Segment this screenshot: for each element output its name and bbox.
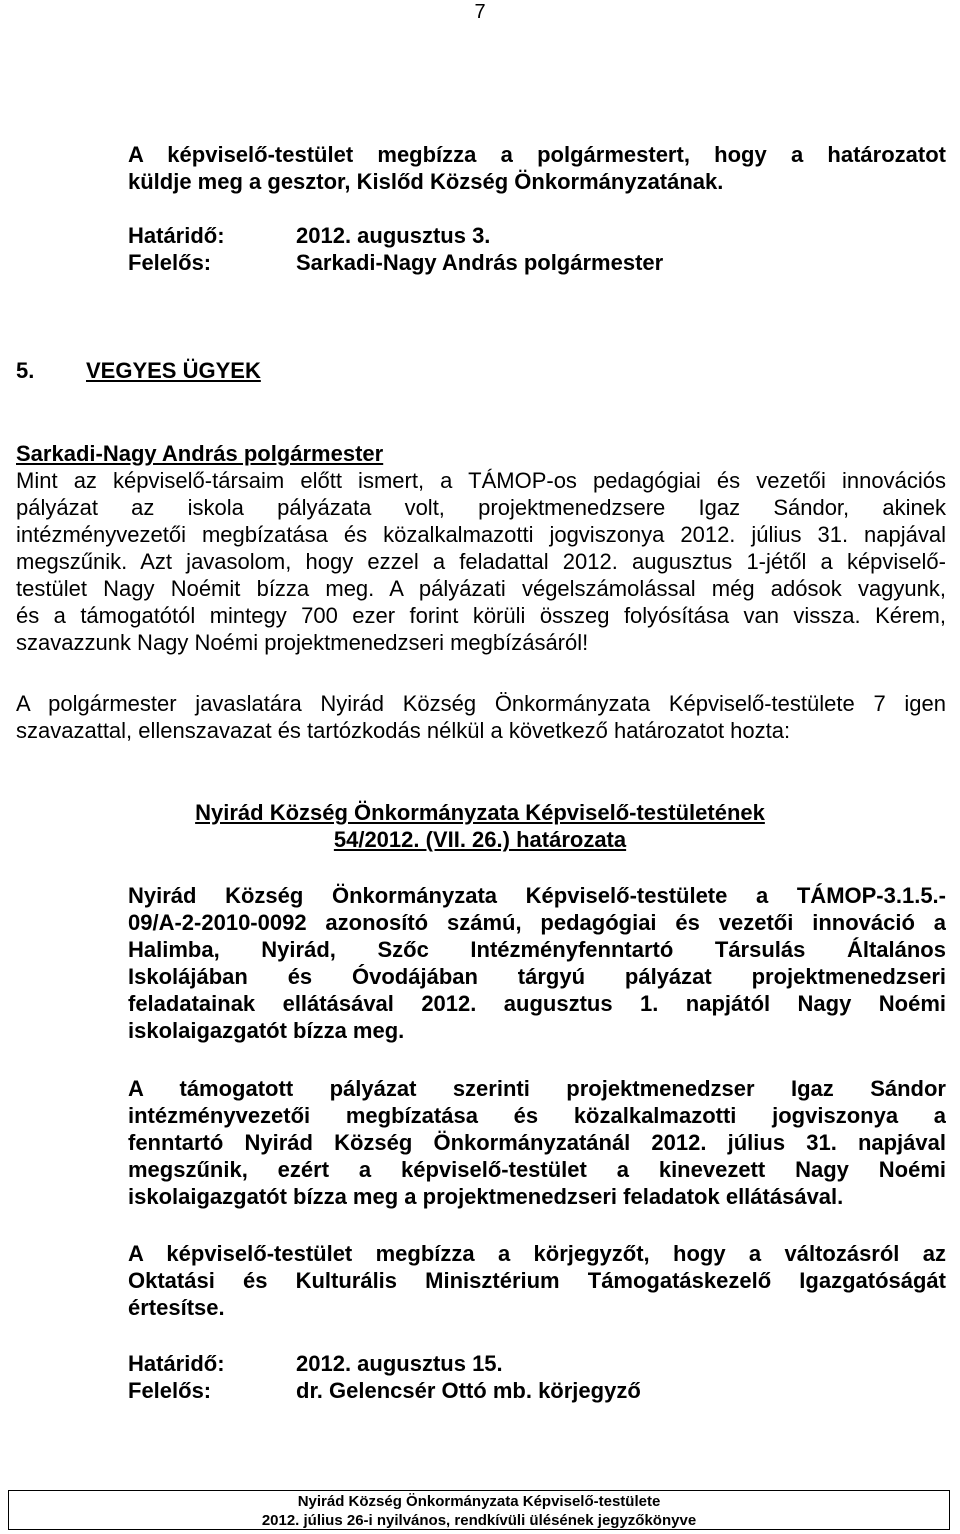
page-number: 7 [474, 1, 486, 23]
deadline-label: Határidő: [128, 1351, 225, 1376]
resolution-paragraph-3 [128, 1240, 946, 1321]
paragraph-line: Iskolájában és Óvodájában tárgyú pályázat projektmenedzseri [128, 964, 946, 989]
paragraph-line: Oktatási és Kulturális Minisztérium Támogatáskezelő Igazgatóságát [128, 1268, 946, 1293]
responsible-value: dr. Gelencsér Ottó mb. körjegyző [296, 1378, 641, 1403]
paragraph-line: A támogatott pályázat szerinti projektmenedzser Igaz Sándor [128, 1076, 946, 1101]
paragraph-line: fenntartó Nyirád Község Önkormányzatánál 2012. július 31. napjával [128, 1130, 946, 1155]
paragraph-line: A polgármester javaslatára Nyirád Község Önkormányzata Képviselő-testülete 7 igen [16, 691, 946, 716]
deadline-value: 2012. augusztus 3. [296, 223, 491, 248]
resolution-paragraph-2 [128, 1075, 946, 1210]
resolution-paragraph-1 [128, 882, 946, 1044]
paragraph-line: intézményvezetői megbízatása és közalkalmazotti jogviszonya a [128, 1103, 946, 1128]
paragraph-line: megszűnik. Azt javasolom, hogy ezzel a feladattal 2012. augusztus 1-jétől a képviselő- [16, 549, 946, 574]
paragraph-line: iskolaigazgatót bízza meg a projektmenedzseri feladatok ellátásával. [128, 1184, 844, 1209]
paragraph-line: szavazattal, ellenszavazat és tartózkodás nélkül a következő határozatot hozta: [16, 718, 791, 743]
paragraph-line: Mint az képviselő-társaim előtt ismert, a TÁMOP-os pedagógiai és vezetői innovációs [16, 468, 946, 493]
paragraph-line: és a támogatótól mintegy 700 ezer forint körüli összeg folyósítása van vissza. Kérem, [16, 603, 946, 628]
responsible-value: Sarkadi-Nagy András polgármester [296, 250, 664, 275]
speech-paragraph [16, 467, 946, 656]
section-heading [16, 357, 261, 384]
paragraph-line: testület Nagy Noémit bízza meg. A pályázati végelszámolással még adósok vagyunk, [16, 576, 946, 601]
paragraph-line: küldje meg a gesztor, Kislőd Község Önkormányzatának. [128, 169, 724, 194]
footer-line-2: 2012. július 26-i nyilvános, rendkívüli ülésének jegyzőkönyve [261, 1512, 697, 1529]
paragraph-line: A képviselő-testület megbízza a körjegyzőt, hogy a változásról az [128, 1241, 946, 1266]
deadline-label: Határidő: [128, 223, 225, 248]
responsible-row [128, 249, 663, 276]
paragraph-line: Halimba, Nyirád, Szőc Intézményfenntartó Társulás Általános [128, 937, 946, 962]
section-title: VEGYES ÜGYEK [86, 358, 261, 383]
page-footer [8, 1490, 950, 1530]
paragraph-line: 09/A-2-2010-0092 azonosító számú, pedagógiai és vezetői innováció a [128, 910, 946, 935]
responsible-row [128, 1377, 641, 1404]
paragraph-line: értesítse. [128, 1295, 225, 1320]
resolution-title: Nyirád Község Önkormányzata Képviselő-testületének [195, 800, 765, 825]
paragraph-line: intézményvezetői megbízatása és közalkalmazotti jogviszonya 2012. július 31. napjával [16, 522, 946, 547]
resolution-number: 54/2012. (VII. 26.) határozata [333, 827, 627, 852]
paragraph-line: pályázat az iskola pályázata volt, projektmenedzsere Igaz Sándor, akinek [16, 495, 946, 520]
deadline-row [128, 222, 490, 249]
footer-line-1: Nyirád Község Önkormányzata Képviselő-testülete [297, 1493, 661, 1510]
responsible-label: Felelős: [128, 1378, 212, 1403]
paragraph-line: Nyirád Község Önkormányzata Képviselő-testülete a TÁMOP-3.1.5.- [128, 883, 946, 908]
deadline-value: 2012. augusztus 15. [296, 1351, 503, 1376]
vote-paragraph [16, 690, 946, 744]
speaker-name: Sarkadi-Nagy András polgármester [16, 441, 384, 466]
paragraph-line: megszűnik, ezért a képviselő-testület a kinevezett Nagy Noémi [128, 1157, 946, 1182]
paragraph-line: iskolaigazgatót bízza meg. [128, 1018, 405, 1043]
paragraph-line: feladatainak ellátásával 2012. augusztus 1. napjától Nagy Noémi [128, 991, 946, 1016]
delegation-paragraph [128, 141, 946, 195]
deadline-row [128, 1350, 503, 1377]
paragraph-line: A képviselő-testület megbízza a polgármestert, hogy a határozatot [128, 142, 946, 167]
responsible-label: Felelős: [128, 250, 212, 275]
paragraph-line: szavazzunk Nagy Noémi projektmenedzseri megbízásáról! [16, 630, 589, 655]
section-number: 5. [16, 358, 35, 383]
